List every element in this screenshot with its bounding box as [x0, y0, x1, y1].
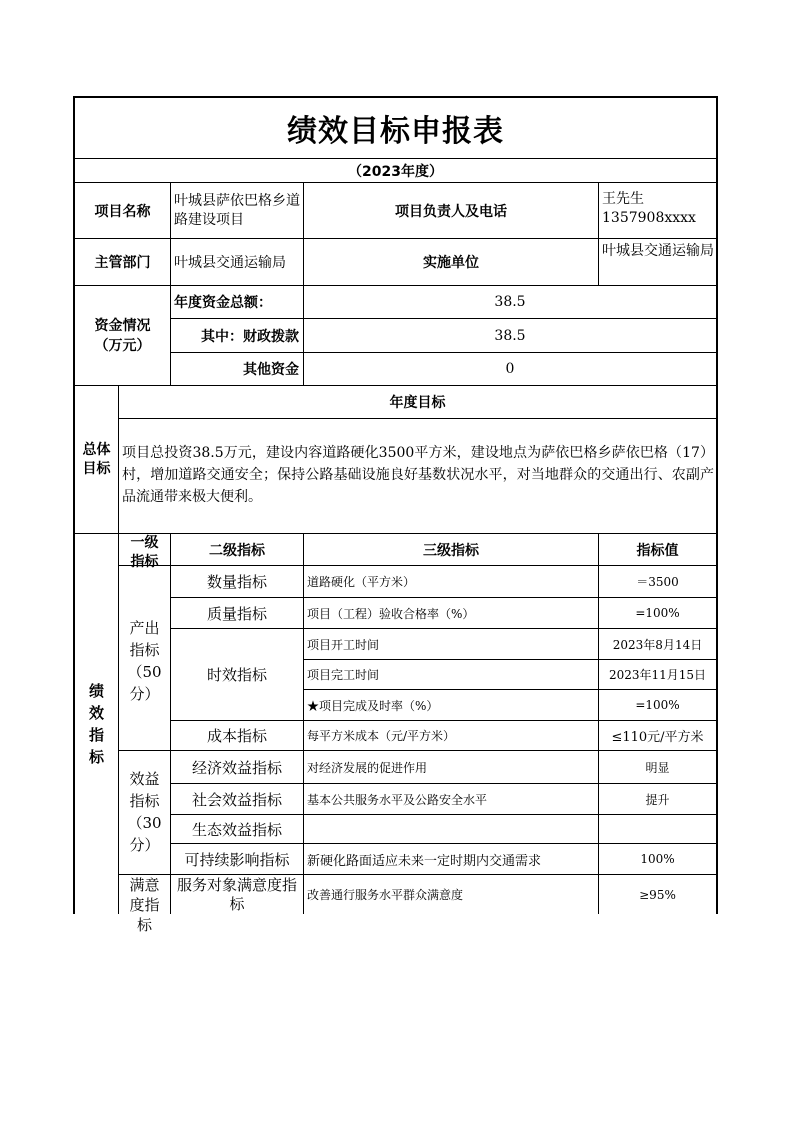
row-level3: 基本公共服务水平及公路安全水平: [307, 792, 488, 807]
funds-label: [75, 286, 170, 385]
overall-goal-label: [75, 386, 118, 533]
page-title: 绩效目标申报表: [287, 114, 504, 149]
funds-other-value: 0: [505, 361, 515, 377]
indicators-label: [75, 534, 118, 914]
indicators-char-1: 绩: [88, 682, 104, 700]
header-level3: 三级指标: [423, 542, 479, 559]
row-value: 提升: [645, 792, 670, 807]
row-level2: 成本指标: [206, 727, 267, 745]
row-level2: 社会效益指标: [191, 790, 282, 809]
row-value: 明显: [645, 760, 670, 775]
header-value: 指标值: [636, 542, 679, 559]
row-level3: 每平方米成本（元/平方米）: [307, 729, 456, 743]
group-satisfaction: 满意度指标: [129, 876, 160, 934]
hline-annual: [118, 418, 718, 419]
funds-label-line2: （万元）: [94, 337, 151, 354]
frame-right: [716, 96, 718, 914]
implementing-unit-value: 叶城县交通运输局: [602, 243, 714, 259]
row-value: =100%: [635, 698, 680, 712]
overall-label-line2: 目标: [82, 460, 111, 477]
department-label: 主管部门: [94, 255, 151, 271]
funds-fiscal-label: 其中：财政拨款: [201, 328, 299, 345]
row-value: 100%: [640, 852, 675, 866]
implementing-unit-label: 实施单位: [423, 255, 479, 271]
group-benefit: 效益指标（30分）: [127, 770, 162, 854]
header-level2: 二级指标: [209, 542, 265, 559]
row-value: 2023年11月15日: [608, 668, 707, 682]
row-level3: 新硬化路面适应未来一定时期内交通需求: [307, 853, 542, 869]
indicators-char-2: 效: [88, 704, 104, 722]
project-name-label: 项目名称: [94, 203, 151, 220]
row-level3: 对经济发展的促进作用: [307, 760, 428, 775]
annual-goal-text: 项目总投资38.5万元，建设内容道路硬化3500平方米，建设地点为萨依巴格乡萨依巴格（17）村，增加道路交通安全；保持公路基础设施良好基数状况水平，对当地群众的交通出行、农副产品流通带来极大便利。: [122, 445, 714, 505]
row-level2: 可持续影响指标: [184, 850, 290, 869]
row-value: 2023年8月14日: [612, 637, 703, 652]
department-value: 叶城县交通运输局: [174, 255, 286, 271]
row-level2: 时效指标: [206, 666, 267, 684]
row-level3: ★项目完成及时率（%）: [307, 698, 439, 713]
row-level2: 服务对象满意度指标: [176, 876, 297, 913]
header-level1: 一级指标: [130, 535, 159, 570]
row-level2: 质量指标: [206, 604, 267, 623]
row-level3: 项目完工时间: [307, 668, 380, 682]
row-level3: 道路硬化（平方米）: [307, 575, 416, 589]
contact-phone: 1357908xxxx: [602, 210, 696, 226]
report-year: （2023年度）: [348, 163, 443, 180]
funds-fiscal-value: 38.5: [494, 327, 526, 344]
row-level3: 项目开工时间: [307, 637, 380, 652]
row-level2: 数量指标: [206, 573, 267, 591]
indicators-char-3: 指: [88, 726, 104, 744]
row-value: ＝3500: [636, 575, 679, 589]
project-name-value: 叶城县萨依巴格乡道路建设项目: [174, 192, 300, 228]
project-contact-value: [599, 190, 716, 235]
row-value: ≥95%: [639, 887, 676, 902]
row-level3: [304, 815, 598, 843]
contact-name: 王先生: [602, 191, 644, 207]
funds-total-label: 年度资金总额：: [174, 295, 272, 311]
row-level3: 项目（工程）验收合格率（%）: [307, 606, 475, 621]
overall-label-line1: 总体: [82, 441, 111, 458]
indicators-char-4: 标: [88, 748, 104, 766]
row-value: =100%: [635, 606, 680, 620]
funds-total-value: 38.5: [494, 294, 526, 310]
group-output: 产出指标（50分）: [127, 619, 162, 703]
row-level3: 改善通行服务水平群众满意度: [307, 888, 464, 902]
row-level2: 经济效益指标: [191, 758, 282, 777]
funds-other-label: 其他资金: [243, 362, 299, 378]
row-value: [599, 815, 716, 843]
row-value: ≤110元/平方米: [611, 730, 704, 745]
row-level2: 生态效益指标: [191, 820, 282, 839]
project-contact-label: 项目负责人及电话: [395, 203, 507, 220]
annual-goal-label: 年度目标: [389, 395, 446, 411]
funds-label-line1: 资金情况: [94, 317, 151, 334]
